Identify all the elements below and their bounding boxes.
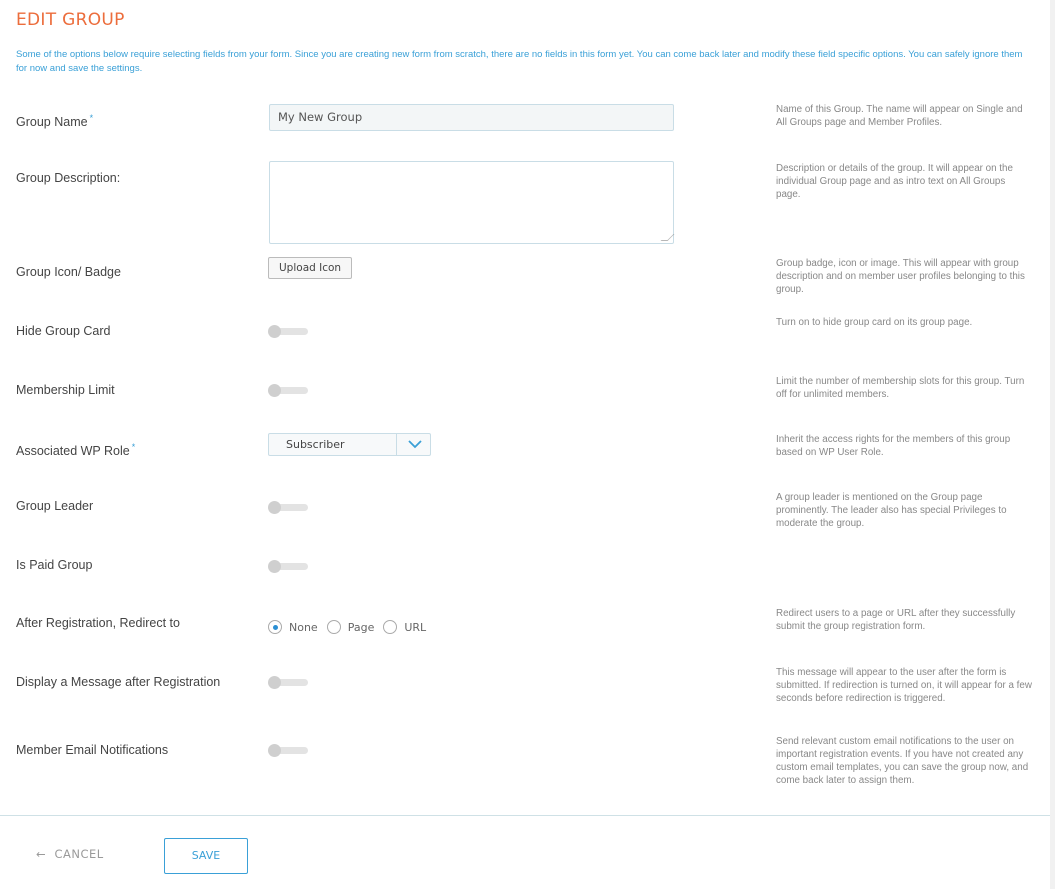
toggle-knob: [268, 325, 281, 338]
scrollbar[interactable]: [1050, 0, 1055, 889]
wp-role-selected-value: Subscriber: [286, 438, 345, 451]
radio-button[interactable]: [383, 620, 397, 634]
display-message-help: This message will appear to the user after the form is submitted. If redirection is turned on, it will appear for a few seconds before redirection is triggered.: [776, 667, 1032, 704]
hide-group-card-label: Hide Group Card: [16, 324, 111, 338]
group-name-label: [16, 115, 93, 129]
redirect-label: After Registration, Redirect to: [16, 616, 180, 630]
email-notifications-toggle[interactable]: [268, 744, 309, 756]
membership-limit-label: Membership Limit: [16, 383, 115, 397]
select-divider: [396, 434, 397, 455]
toggle-knob: [268, 384, 281, 397]
radio-label: None: [289, 620, 318, 634]
membership-limit-help: Limit the number of membership slots for this group. Turn off for unlimited members.: [776, 376, 1025, 400]
display-message-label: Display a Message after Registration: [16, 675, 221, 689]
group-description-help: Description or details of the group. It will appear on the individual Group page and as intro text on All Groups page.: [776, 163, 1013, 200]
wp-role-label: [16, 444, 135, 458]
group-description-label: Group Description:: [16, 171, 121, 185]
page-title: EDIT GROUP: [16, 10, 125, 30]
is-paid-group-toggle[interactable]: [268, 560, 309, 572]
radio-button[interactable]: [327, 620, 341, 634]
group-name-help: Name of this Group. The name will appear on Single and All Groups page and Member Profiles.: [776, 104, 1023, 128]
resize-grip-icon[interactable]: [661, 234, 675, 241]
group-leader-help: A group leader is mentioned on the Group page prominently. The leader also has special Privileges to moderate the group.: [776, 492, 1007, 529]
form-footer: [0, 815, 1050, 889]
toggle-knob: [268, 560, 281, 573]
display-message-toggle[interactable]: [268, 676, 309, 688]
toggle-knob: [268, 744, 281, 757]
group-leader-toggle[interactable]: [268, 501, 309, 513]
radio-label: URL: [404, 620, 427, 634]
wp-role-select[interactable]: [268, 433, 431, 456]
save-button[interactable]: SAVE: [164, 838, 248, 874]
redirect-radio-group: [268, 619, 435, 635]
hide-group-card-toggle[interactable]: [268, 325, 309, 337]
toggle-knob: [268, 501, 281, 514]
wp-role-help: Inherit the access rights for the members of this group based on WP User Role.: [776, 434, 1011, 458]
group-icon-help: Group badge, icon or image. This will appear with group description and on member user profiles belonging to this group.: [776, 258, 1025, 295]
email-notifications-label: Member Email Notifications: [16, 743, 169, 757]
wp-role-label-text: Associated WP Role: [16, 444, 130, 458]
info-notice: Some of the options below require selecting fields from your form. Since you are creating new form from scratch, there are no fields in this form yet. You can come back later and modify these field specific options. You can safely ignore them for now and save the settings.: [16, 49, 1023, 74]
membership-limit-toggle[interactable]: [268, 384, 309, 396]
cancel-button[interactable]: [36, 847, 104, 861]
required-mark: *: [89, 113, 94, 123]
radio-label: Page: [347, 620, 375, 634]
group-name-label-text: Group Name: [16, 115, 88, 129]
back-arrow-icon: ←: [36, 847, 47, 861]
email-notifications-help: Send relevant custom email notifications to the user on important registration events. If you have not created any custom email templates, you can save the group now, and come back later to assign them.: [776, 736, 1029, 786]
redirect-option-url[interactable]: [383, 620, 426, 634]
chevron-down-icon[interactable]: [406, 436, 424, 452]
redirect-option-none[interactable]: [268, 620, 318, 634]
redirect-option-page[interactable]: [327, 620, 375, 634]
hide-group-card-help: Turn on to hide group card on its group page.: [776, 317, 973, 328]
cancel-label: CANCEL: [54, 847, 104, 861]
radio-button[interactable]: [268, 620, 282, 634]
group-leader-label: Group Leader: [16, 499, 94, 513]
toggle-knob: [268, 676, 281, 689]
redirect-help: Redirect users to a page or URL after they successfully submit the group registration form.: [776, 608, 1016, 632]
required-mark: *: [131, 442, 136, 452]
upload-icon-button[interactable]: Upload Icon: [268, 257, 352, 279]
group-description-textarea[interactable]: [269, 161, 674, 244]
group-name-input[interactable]: My New Group: [269, 104, 674, 131]
group-icon-label: Group Icon/ Badge: [16, 265, 121, 279]
is-paid-group-label: Is Paid Group: [16, 558, 93, 572]
